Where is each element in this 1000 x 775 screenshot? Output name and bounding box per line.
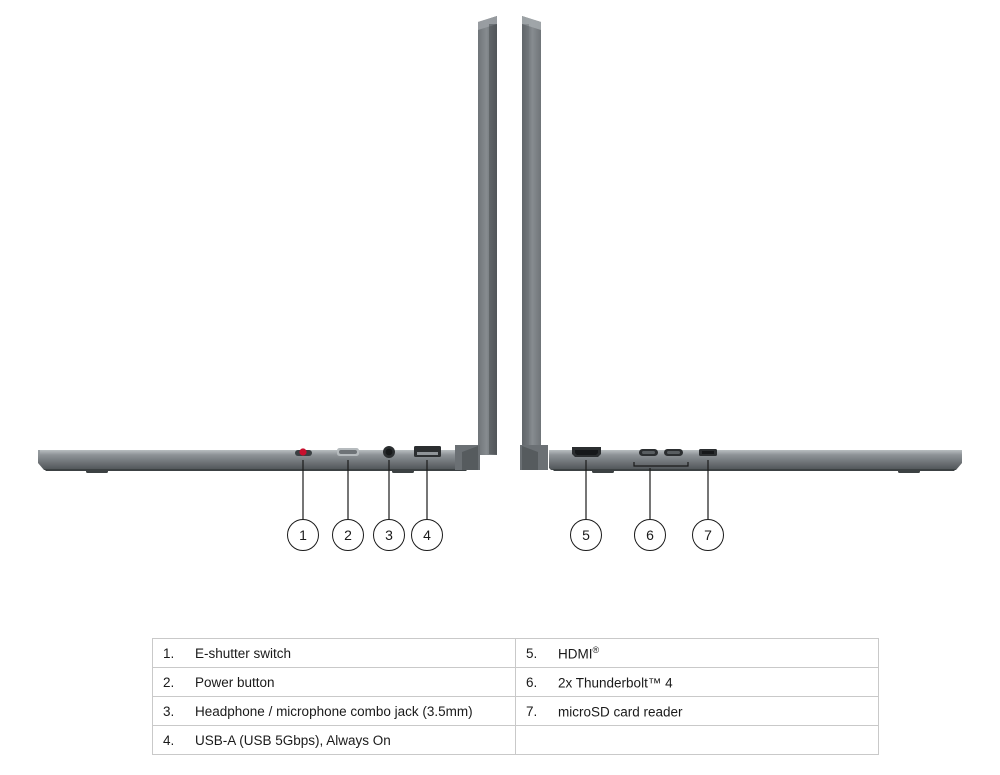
callout-5[interactable]: 5 xyxy=(570,519,602,551)
rubber-foot-right xyxy=(592,470,614,473)
callout-2[interactable]: 2 xyxy=(332,519,364,551)
port-microsd-reader xyxy=(699,449,717,456)
legend-superscript: ® xyxy=(592,644,600,655)
legend-number: 4. xyxy=(153,726,188,755)
legend-label: USB-A (USB 5Gbps), Always On xyxy=(187,726,516,755)
legend-table xyxy=(152,638,879,755)
callout-6[interactable]: 6 xyxy=(634,519,666,551)
legend-number: 7. xyxy=(516,697,551,726)
rubber-foot-left xyxy=(86,470,108,473)
callout-3[interactable]: 3 xyxy=(373,519,405,551)
callout-4[interactable]: 4 xyxy=(411,519,443,551)
table-row xyxy=(153,668,879,697)
lid-shadow-left xyxy=(489,24,497,454)
table-row xyxy=(153,639,879,668)
legend-number: 1. xyxy=(153,639,188,668)
legend-number: 2. xyxy=(153,668,188,697)
lid-shadow-right xyxy=(522,24,529,454)
legend-label xyxy=(550,726,879,755)
rubber-foot-left-2 xyxy=(392,470,414,473)
table-row xyxy=(153,726,879,755)
port-hdmi xyxy=(572,447,601,457)
table-row xyxy=(153,697,879,726)
callout-7[interactable]: 7 xyxy=(692,519,724,551)
legend-label xyxy=(550,668,879,697)
port-headphone-jack xyxy=(383,446,395,458)
base-deck-left xyxy=(40,450,470,455)
right-side-view xyxy=(520,16,962,473)
legend-label xyxy=(550,697,879,726)
legend-number: 3. xyxy=(153,697,188,726)
legend-label-text: 2x Thunderbolt™ 4 xyxy=(558,675,673,691)
legend-number xyxy=(516,726,551,755)
legend-label: E-shutter switch xyxy=(187,639,516,668)
legend-label xyxy=(550,639,879,668)
callout-1[interactable]: 1 xyxy=(287,519,319,551)
legend-label: Power button xyxy=(187,668,516,697)
port-power-button xyxy=(337,448,359,456)
base-deck-right xyxy=(549,450,962,455)
legend-label-text: microSD card reader xyxy=(558,704,683,720)
legend-label: Headphone / microphone combo jack (3.5mm) xyxy=(187,697,516,726)
left-side-view xyxy=(38,16,497,473)
legend-number: 6. xyxy=(516,668,551,697)
port-e-shutter-switch xyxy=(295,448,312,456)
legend-label-text: HDMI xyxy=(558,646,593,662)
rubber-foot-right-2 xyxy=(898,470,920,473)
legend-number: 5. xyxy=(516,639,551,668)
port-usb-a xyxy=(414,446,441,457)
